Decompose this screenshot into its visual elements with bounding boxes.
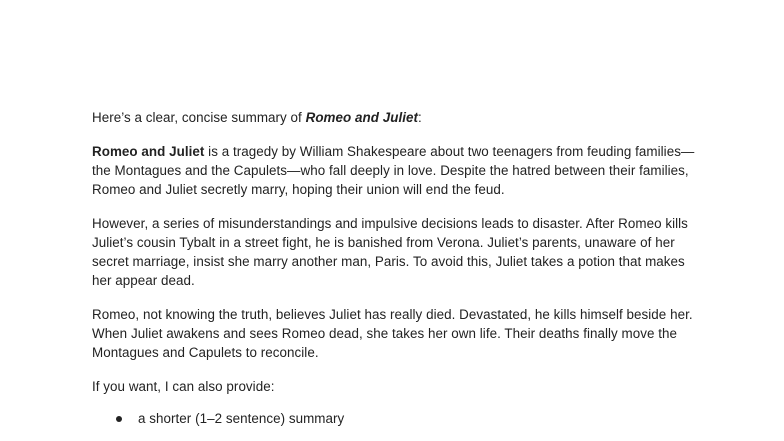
- summary-paragraph-3: Romeo, not knowing the truth, believes Juliet has really died. Devastated, he kills himself beside her. When Juliet awakens and sees Romeo dead, she takes her own life. Their deaths finally move the Montagues and Capulets to reconcile.: [92, 307, 693, 360]
- paragraph-1-text: is a tragedy by William Shakespeare about two teenagers from feuding families—the Montagues and the Capulets—who fall deeply in love. Despite the hatred between their families, Romeo and Juliet secretly marry, hoping their union will end the feud.: [92, 144, 695, 197]
- summary-paragraph-1: [92, 142, 702, 199]
- list-item: [92, 409, 702, 428]
- summary-paragraph-2: However, a series of misunderstandings and impulsive decisions leads to disaster. After Romeo kills Juliet’s cousin Tybalt in a street fight, he is banished from Verona. Juliet’s parents, unaware of her secret marriage, insist she marry another man, Paris. To avoid this, Juliet takes a potion that makes her appear dead.: [92, 216, 688, 288]
- intro-title: Romeo and Juliet: [305, 110, 419, 125]
- offer-line: If you want, I can also provide:: [92, 379, 275, 394]
- intro-line: [92, 108, 702, 127]
- intro-prefix: Here’s a clear, concise summary of: [92, 110, 306, 125]
- list-item-label: a shorter (1–2 sentence) summary: [138, 411, 345, 426]
- bullet-icon: [116, 416, 122, 422]
- options-list: [92, 409, 702, 428]
- paragraph-1-title: Romeo and Juliet: [92, 144, 205, 159]
- document-body: [92, 108, 702, 428]
- intro-suffix: :: [418, 110, 422, 125]
